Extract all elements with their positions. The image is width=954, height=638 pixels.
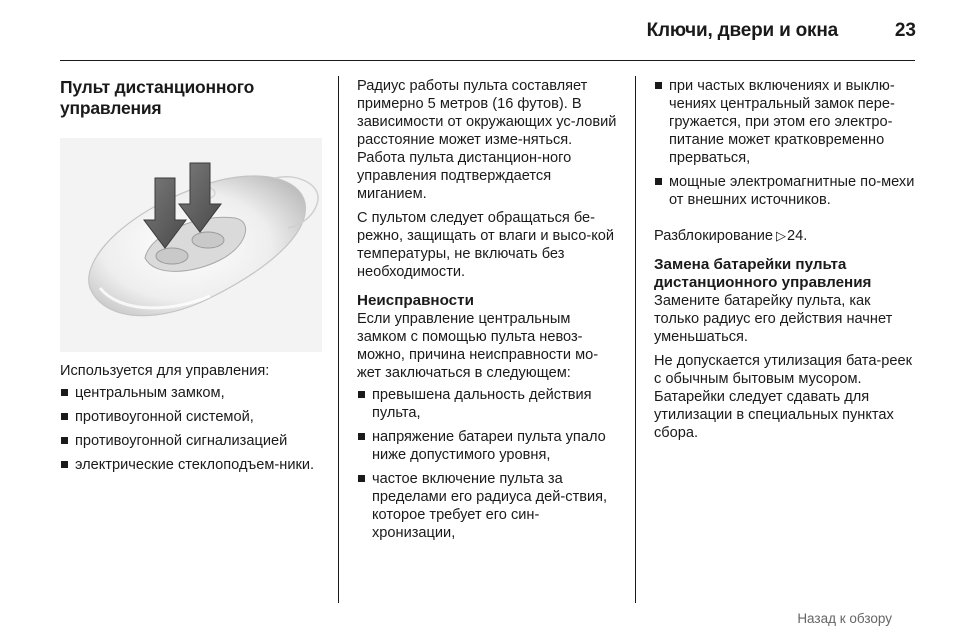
column-divider-1	[338, 76, 339, 603]
page-number: 23	[894, 20, 916, 41]
usage-intro: Используется для управления:	[60, 363, 270, 379]
bullet-square-icon	[358, 391, 365, 398]
list-item: противоугонной сигнализацией	[60, 432, 322, 450]
faults-list	[357, 386, 622, 542]
list-item: превышена дальность действия пульта,	[357, 386, 622, 422]
faults-heading: Неисправности	[357, 292, 474, 309]
bullet-square-icon	[61, 413, 68, 420]
key-fob-illustration	[60, 138, 322, 352]
battery-heading: Замена батарейки пульта дистанционного управления	[654, 256, 872, 291]
battery-disposal-paragraph: Не допускается утилизация бата-реек с обычным бытовым мусором. Батарейки следует сдавать для утилизации в специальных пунктах сбора.	[654, 353, 913, 441]
triangle-right-icon: ▷	[776, 228, 787, 243]
bullet-square-icon	[655, 82, 662, 89]
chapter-title: Ключи, двери и окна	[646, 20, 838, 41]
header-divider	[60, 60, 915, 61]
column-1	[60, 77, 322, 474]
bullet-square-icon	[358, 475, 365, 482]
bullet-square-icon	[61, 461, 68, 468]
bullet-square-icon	[358, 433, 365, 440]
list-item: электрические стеклоподъем-ники.	[60, 456, 322, 474]
column-divider-2	[635, 76, 636, 603]
bullet-square-icon	[655, 178, 662, 185]
section-title-remote: Пульт дистанционного управления	[60, 77, 255, 118]
lock-button	[156, 248, 188, 264]
usage-list	[60, 384, 322, 474]
column-2	[357, 77, 622, 542]
key-fob-svg	[60, 138, 322, 352]
faults-intro: Если управление центральным замком с помощью пульта невоз-можно, причина неисправности мо-жет заключаться в следующем:	[357, 311, 599, 381]
list-item: при частых включениях и выклю-чениях центральный замок пере-гружается, при этом его электро-питание может кратковременно прерваться,	[654, 77, 919, 167]
list-item: центральным замком,	[60, 384, 322, 402]
range-paragraph: Радиус работы пульта составляет примерно 5 метров (16 футов). В зависимости от окружающих ус-ловий расстояние может изме-няться. Работа пульта дистанцион-ного управления подтверждается миганием.	[357, 78, 617, 202]
faults-list-continued	[654, 77, 919, 209]
bullet-square-icon	[61, 437, 68, 444]
battery-replace-paragraph: Замените батарейку пульта, как только радиус его действия начнет уменьшаться.	[654, 293, 893, 345]
list-item: противоугонной системой,	[60, 408, 322, 426]
list-item: мощные электромагнитные по-мехи от внешних источников.	[654, 173, 919, 209]
unlock-reference[interactable]: Разблокирование ▷24.	[654, 228, 808, 244]
care-paragraph: С пультом следует обращаться бе-режно, защищать от влаги и высо-кой температуры, не включать без необходимости.	[357, 210, 615, 280]
unlock-button	[192, 232, 224, 248]
list-item: частое включение пульта за пределами его радиуса дей-ствия, которое требует его син-хронизации,	[357, 470, 622, 542]
list-item: напряжение батареи пульта упало ниже допустимого уровня,	[357, 428, 622, 464]
bullet-square-icon	[61, 389, 68, 396]
back-to-overview-link[interactable]: Назад к обзору	[797, 611, 892, 626]
column-3	[654, 77, 919, 442]
